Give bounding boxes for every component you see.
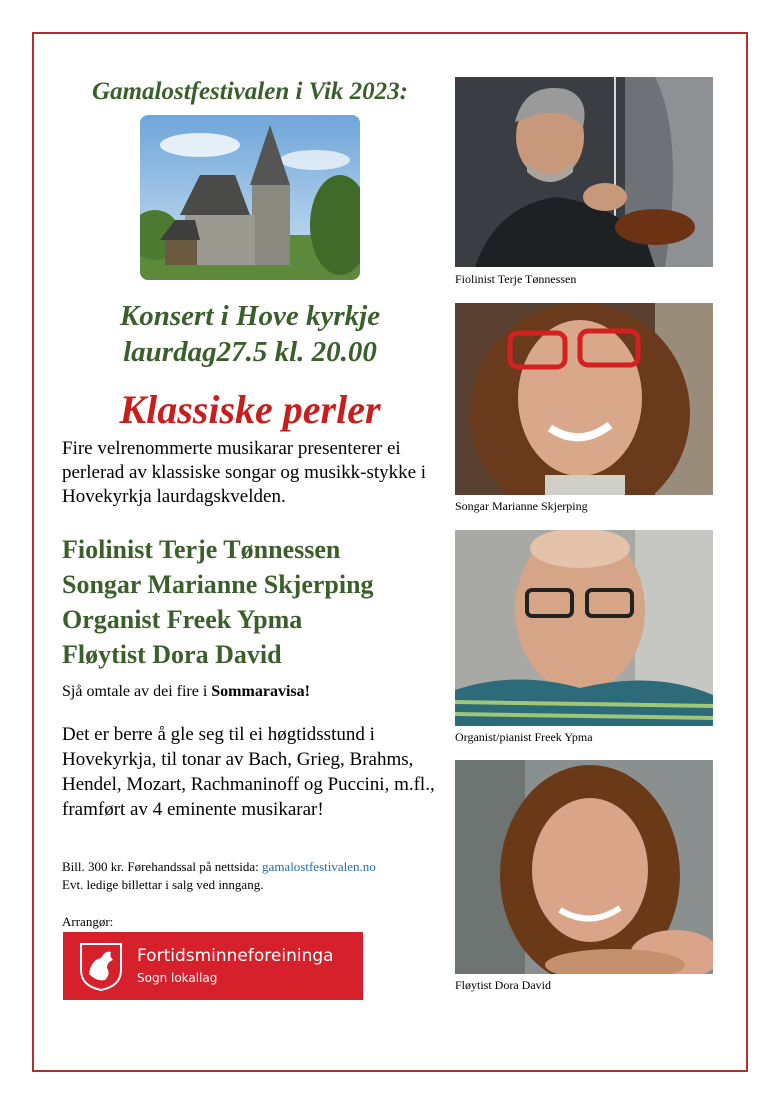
flutist-photo: [455, 760, 713, 974]
organizer-label: Arrangør:: [62, 914, 114, 929]
intro-text: Fire velrenommerte musikarar presenterer ei perlerad av klassiske songar og musikk-stykke i Hovekyrkja laurdagskvelden.: [62, 438, 427, 507]
ticket-price: Bill. 300 kr. Førehandssal på nettsida:: [62, 859, 263, 874]
violinist-photo: [455, 77, 713, 267]
logo-subtitle: Sogn lokallag: [137, 971, 218, 985]
musician-flutist: Fløytist Dora David: [62, 640, 282, 669]
musician-violinist: Fiolinist Terje Tønnessen: [62, 535, 341, 564]
headline: Klassiske perler: [119, 387, 381, 432]
dragon-emblem-icon: [75, 940, 127, 992]
organizer-logo: [63, 932, 363, 1000]
musician-organist: Organist Freek Ypma: [62, 605, 303, 634]
festival-title: Gamalostfestivalen i Vik 2023:: [92, 78, 408, 105]
musician-list: [62, 532, 452, 672]
newspaper-name: Sommaravisa!: [211, 683, 310, 700]
detail-text: Det er berre å gle seg til ei høgtidsstund i Hovekyrkja, til tonar av Bach, Grieg, Brahms, Hendel, Mozart, Rachmaninoff og Puccini, m.fl., framført av 4 eminente musikarar!: [62, 724, 435, 820]
musician-singer: Songar Marianne Skjerping: [62, 570, 374, 599]
ticket-door: Evt. ledige billettar i salg ved inngang.: [62, 877, 264, 892]
caption-singer: Songar Marianne Skjerping: [455, 499, 588, 513]
newspaper-note: [62, 683, 442, 701]
caption-flutist: Fløytist Dora David: [455, 978, 551, 992]
concert-venue: Konsert i Hove kyrkje: [119, 300, 381, 332]
logo-name: Fortidsminneforeininga: [137, 946, 334, 966]
newspaper-note-text: Sjå omtale av dei fire i: [62, 683, 212, 700]
singer-photo: [455, 303, 713, 495]
concert-info: [60, 298, 440, 370]
ticket-link[interactable]: gamalostfestivalen.no: [262, 859, 376, 874]
organist-photo: [455, 530, 713, 726]
church-photo: [140, 115, 360, 280]
caption-violinist: Fiolinist Terje Tønnessen: [455, 272, 577, 286]
concert-date: laurdag27.5 kl. 20.00: [123, 336, 377, 368]
caption-organist: Organist/pianist Freek Ypma: [455, 730, 593, 744]
ticket-info: [62, 858, 452, 894]
